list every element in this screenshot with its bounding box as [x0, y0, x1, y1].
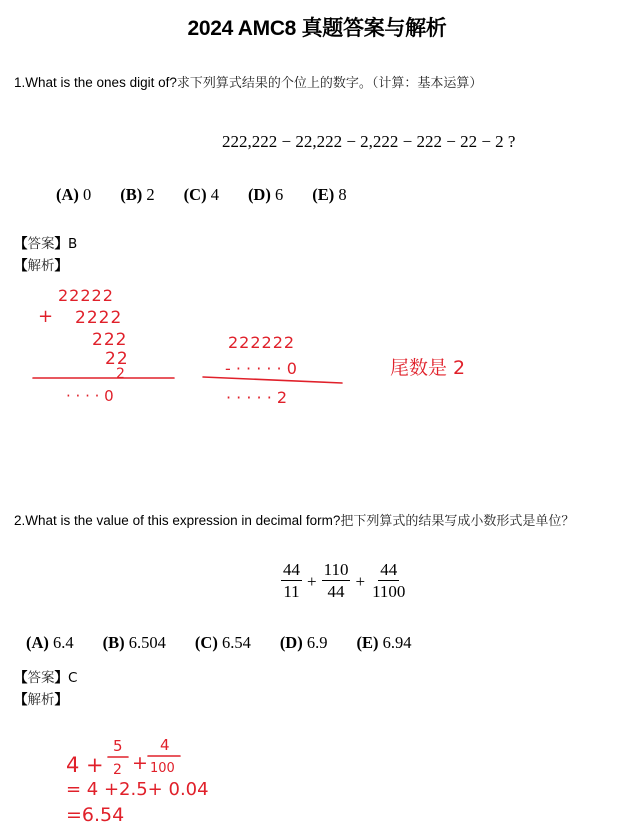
svg-text:· · · · 0: · · · · 0 — [66, 387, 114, 405]
choice-b: (B) 6.504 — [102, 633, 166, 652]
question-1-analysis-label: 【解析】 — [14, 258, 68, 274]
svg-text:4: 4 — [160, 736, 170, 754]
fraction-1: $\frac{44}{11}$ — [283, 560, 300, 601]
question-2-handwritten-solution — [0, 725, 300, 833]
choice-a: (A) 0 — [56, 185, 92, 204]
choice-e: (E) 8 — [312, 185, 347, 204]
svg-text:5: 5 — [113, 737, 123, 755]
choice-d: (D) 6.9 — [279, 633, 328, 652]
svg-text:+: + — [132, 752, 148, 774]
choice-d: (D) 6 — [247, 185, 284, 204]
svg-text:- · · · · · 0: - · · · · · 0 — [225, 359, 297, 378]
svg-text:222: 222 — [92, 330, 128, 350]
prompt-cn: 求下列算式结果的个位上的数字。（计算：基本运算） — [176, 76, 483, 91]
question-1-handwritten-solution — [0, 280, 634, 410]
svg-text:= 4 +2.5+ 0.04: = 4 +2.5+ 0.04 — [66, 779, 209, 800]
answer-value: C — [68, 670, 78, 686]
choice-a: (A) 6.4 — [26, 633, 74, 652]
svg-text:4 +: 4 + — [66, 753, 104, 777]
choice-b: (B) 2 — [120, 185, 155, 204]
fraction-2: $\frac{110}{44}$ — [323, 560, 349, 601]
svg-text:=6.54: =6.54 — [66, 804, 125, 826]
svg-text:+: + — [38, 306, 54, 327]
question-2-analysis-label: 【解析】 — [14, 692, 68, 708]
prompt-en: What is the value of this expression in decimal form? — [25, 513, 341, 528]
answer-label: 答案 — [27, 236, 55, 252]
question-2-expression: $\frac{44}{11}$ + $\frac{110}{44}$ + $\frac{44}{1100}$ — [283, 560, 406, 601]
choice-c: (C) 6.54 — [194, 633, 251, 652]
svg-text:22: 22 — [105, 349, 129, 369]
svg-text:22222: 22222 — [58, 286, 114, 305]
fraction-3: $\frac{44}{1100}$ — [372, 560, 406, 601]
question-1-answer: 【答案】B — [14, 236, 78, 252]
svg-text:2: 2 — [113, 762, 122, 778]
choice-c: (C) 4 — [183, 185, 219, 204]
question-1-choices — [56, 185, 376, 205]
prompt-cn: 把下列算式的结果写成小数形式是单位？ — [340, 514, 575, 529]
question-number: 2. — [14, 513, 26, 528]
handwritten-note: 尾数是 2 — [390, 357, 466, 379]
svg-text:100: 100 — [150, 761, 175, 776]
svg-text:2: 2 — [116, 366, 125, 382]
question-2-choices — [26, 633, 440, 653]
question-number: 1. — [14, 75, 26, 90]
answer-label: 答案 — [27, 670, 55, 686]
svg-text:222222: 222222 — [228, 333, 296, 352]
answer-value: B — [68, 236, 78, 252]
question-2-answer: 【答案】C — [14, 670, 78, 686]
prompt-en: What is the ones digit of? — [25, 75, 177, 90]
question-2-prompt — [14, 509, 624, 533]
document-title: 2024 AMC8 真题答案与解析 — [187, 17, 447, 40]
choice-e: (E) 6.94 — [356, 633, 412, 652]
question-1-expression: 222,222 − 22,222 − 2,222 − 222 − 22 − 2 ? — [222, 132, 516, 151]
svg-text:2222: 2222 — [75, 308, 123, 328]
question-1-prompt — [14, 72, 482, 91]
svg-text:· · · · · 2: · · · · · 2 — [226, 388, 288, 407]
